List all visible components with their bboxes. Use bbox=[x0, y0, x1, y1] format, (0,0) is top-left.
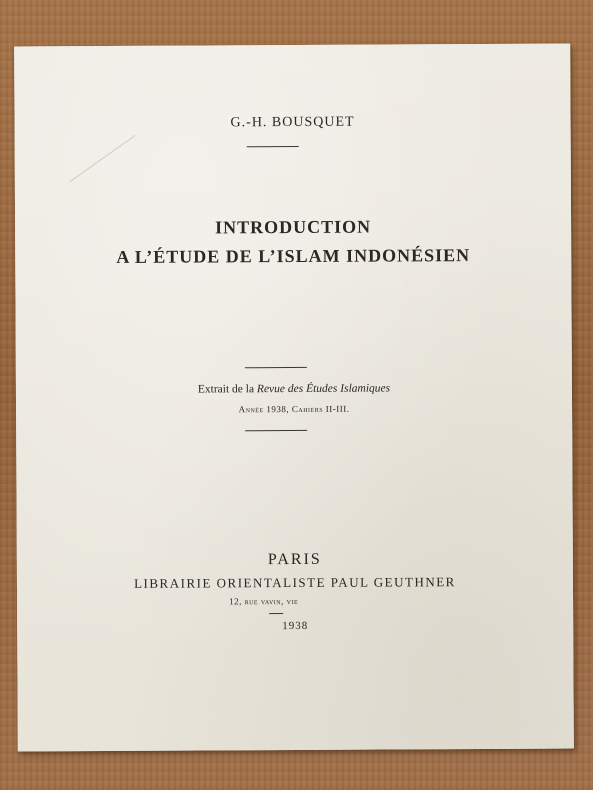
divider-rule bbox=[245, 367, 307, 368]
journal-name: Revue des Études Islamiques bbox=[256, 382, 391, 396]
publisher-address: 12, rue vavin, vie bbox=[229, 595, 299, 607]
publisher-name: LIBRAIRIE ORIENTALISTE PAUL GEUTHNER bbox=[134, 574, 456, 591]
divider-rule bbox=[269, 613, 283, 614]
paper-crease bbox=[70, 135, 136, 182]
title-line-1: INTRODUCTION bbox=[215, 216, 372, 238]
publication-year: 1938 bbox=[282, 619, 309, 633]
title-line-2: A L’ÉTUDE DE L’ISLAM INDONÉSIEN bbox=[116, 245, 471, 267]
issue-line: Année 1938, Cahiers II-III. bbox=[238, 403, 350, 415]
book-cover bbox=[14, 44, 574, 752]
extract-prefix: Extrait de la bbox=[197, 383, 257, 396]
author-name: G.-H. BOUSQUET bbox=[230, 114, 355, 131]
extract-line bbox=[16, 382, 572, 397]
divider-rule bbox=[245, 430, 307, 431]
divider-rule bbox=[247, 146, 299, 147]
publication-city: PARIS bbox=[267, 550, 322, 569]
